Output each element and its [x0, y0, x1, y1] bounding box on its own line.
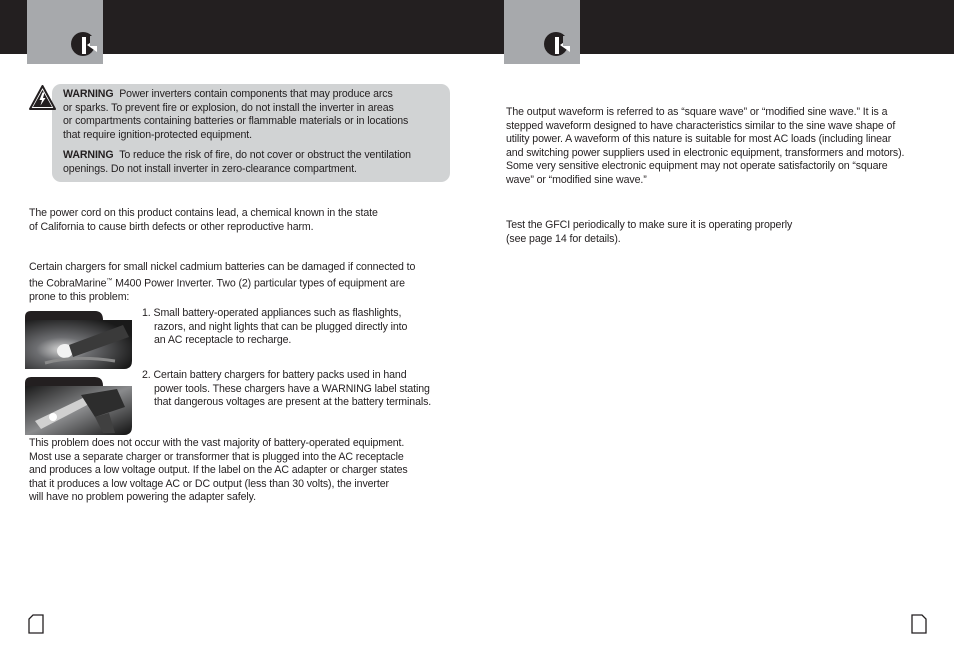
gfci-line: (see page 14 for details).: [506, 232, 621, 245]
warning-line: To reduce the risk of fire, do not cover or obstruct the ventilation: [119, 149, 411, 162]
problem-line: Most use a separate charger or transformer that is plugged into the AC receptacle: [29, 450, 404, 463]
trademark-symbol: ™: [106, 277, 113, 284]
warning-triangle-icon: [29, 85, 56, 115]
list-line: razors, and night lights that can be plugged directly into: [154, 320, 408, 333]
warning-line: that require ignition-protected equipment.: [63, 128, 252, 141]
problem-line: This problem does not occur with the vast majority of battery-operated equipment.: [29, 437, 405, 449]
lead-notice: [29, 207, 449, 234]
waveform-paragraph: [506, 106, 936, 188]
list-line: that dangerous voltages are present at the battery terminals.: [154, 396, 432, 409]
list-number: 1.: [142, 307, 151, 319]
page-marker-icon: [28, 614, 44, 639]
list-item-2: [142, 369, 447, 410]
page-marker-icon: [911, 614, 927, 639]
chargers-line-2: the CobraMarine™ M400 Power Inverter. Two (2) particular types of equipment are: [29, 277, 405, 290]
list-line: power tools. These chargers have a WARNING label stating: [154, 382, 430, 395]
warning-line: or compartments containing batteries or flammable materials or in locations: [63, 115, 409, 128]
gfci-paragraph: [506, 219, 936, 246]
list-number: 2.: [142, 369, 151, 381]
list-line: 1. Small battery-operated appliances such as flashlights,: [142, 307, 402, 319]
waveform-line: wave” or “modified sine wave.”: [506, 173, 647, 186]
chargers-line: Certain chargers for small nickel cadmium batteries can be damaged if connected to: [29, 261, 416, 273]
flashlight-photo: [25, 311, 132, 369]
header-tab-right: [504, 0, 580, 64]
chargers-line: prone to this problem:: [29, 290, 130, 303]
chargers-intro: [29, 261, 449, 304]
header-tab-left: [27, 0, 103, 64]
warning-label: WARNING: [63, 149, 114, 162]
warning-line: Power inverters contain components that may produce arcs: [119, 88, 393, 100]
waveform-line: The output waveform is referred to as “square wave” or “modified sine wave.” It is a: [506, 106, 888, 118]
problem-line: will have no problem powering the adapter safely.: [29, 491, 256, 504]
list-item-1: [142, 307, 442, 348]
power-tool-photo: [25, 377, 132, 435]
warning-line: or sparks. To prevent fire or explosion, do not install the inverter in areas: [63, 101, 394, 114]
warning-para-1: [63, 88, 447, 142]
warning-line: openings. Do not install inverter in zero-clearance compartment.: [63, 162, 357, 175]
lead-line: The power cord on this product contains lead, a chemical known in the state: [29, 207, 378, 219]
gfci-line: Test the GFCI periodically to make sure it is operating properly: [506, 219, 793, 231]
problem-paragraph: [29, 437, 449, 505]
waveform-line: stepped waveform designed to have characteristics similar to the sine wave shape of: [506, 119, 896, 132]
lead-line: of California to cause birth defects or other reproductive harm.: [29, 220, 314, 233]
warning-label: WARNING: [63, 88, 114, 100]
waveform-line: Some very sensitive electronic equipment may not operate satisfactorily on “square: [506, 160, 888, 173]
problem-line: that it produces a low voltage AC or DC output (less than 30 volts), the inverter: [29, 477, 389, 490]
cobra-logo-icon: [27, 0, 103, 64]
warning-para-2: [63, 149, 447, 176]
warning-text: [63, 88, 447, 177]
problem-line: and produces a low voltage output. If the label on the AC adapter or charger states: [29, 464, 408, 477]
waveform-line: and switching power suppliers used in electronic equipment, transformers and motors).: [506, 146, 905, 159]
cobra-logo-icon: [504, 0, 580, 64]
list-line: an AC receptacle to recharge.: [154, 334, 292, 347]
waveform-line: utility power. A waveform of this nature is suitable for most AC loads (including linear: [506, 133, 892, 146]
list-line: 2. Certain battery chargers for battery packs used in hand: [142, 369, 407, 381]
